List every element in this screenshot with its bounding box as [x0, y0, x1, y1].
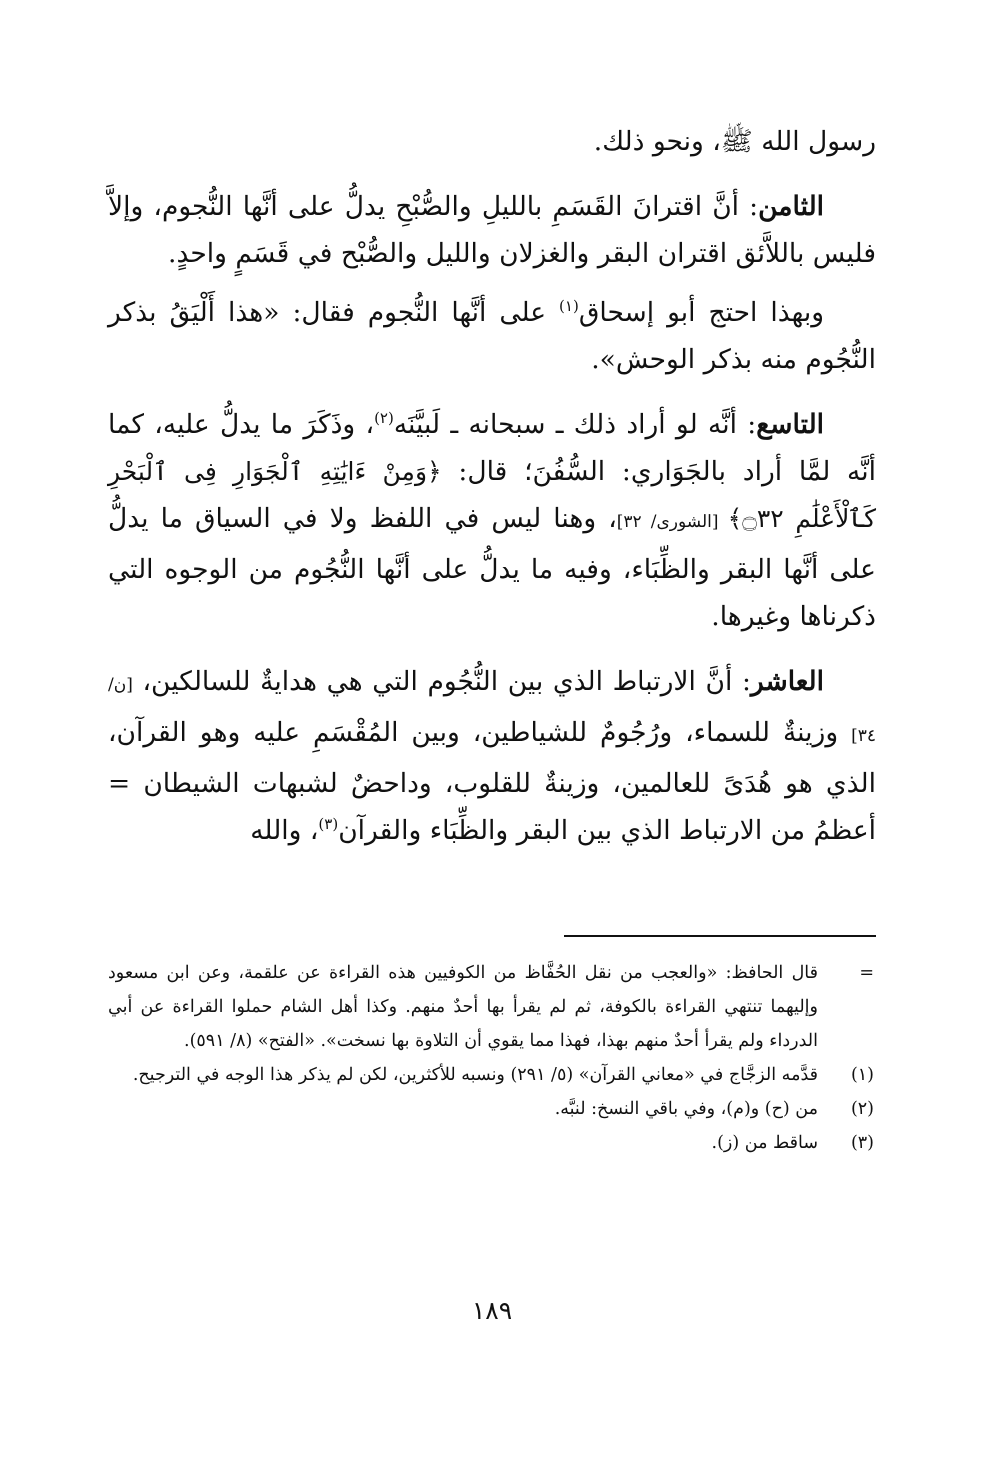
footnote-continued — [108, 956, 876, 1058]
paragraph-text: وبهذا احتج أبو إسحاق — [578, 297, 824, 328]
page-content — [108, 118, 876, 1448]
paragraph-heading: الثامن — [758, 191, 824, 222]
footnote-ref-3[interactable]: (٣) — [318, 815, 339, 834]
footnote-marker: (٢) — [850, 1099, 874, 1119]
footnote-marker: (١) — [850, 1065, 874, 1085]
footnote-2 — [108, 1092, 876, 1126]
footnote-ref-1[interactable]: (١) — [559, 297, 579, 316]
paragraph-text: ، والله — [250, 815, 319, 846]
paragraph-eighth — [108, 183, 876, 277]
footnote-ref-2[interactable]: (٢) — [374, 409, 394, 428]
footnote-marker: = — [859, 963, 874, 983]
paragraph-text: رسول الله ﷺ، ونحو ذلك. — [593, 126, 876, 157]
paragraph-text: ، وهنا ليس في اللفظ ولا في السياق ما يدلُّ على أنَّها البقر والظِّبَاء، وفيه ما يدلُّ على أنَّها النُّجُوم من الوجوه التي ذكرناها وغيرها. — [108, 503, 876, 632]
footnote-1 — [108, 1058, 876, 1092]
paragraph-text: ، وذَكَرَ ما يدلُّ عليه، كما أنَّه لمَّا أراد بالجَوَاري: السُّفُنَ؛ قال: — [108, 409, 876, 487]
paragraph-text: وزينةٌ للسماء، ورُجُومٌ للشياطين، وبين المُقْسَمِ عليه وهو القرآن، الذي هو هُدَىً للعالمين، وزينةٌ للقلوب، وداحضٌ لشبهات الشيطان = أعظمُ من الارتباط الذي بين البقر والظِّبَاء والقرآن — [108, 717, 876, 846]
footnote-3 — [108, 1126, 876, 1160]
footnotes — [108, 956, 876, 1160]
footnote-text: قدَّمه الزجَّاج في «معاني القرآن» (٥/ ٢٩١) ونسبه للأكثرين، لكن لم يذكر هذا الوجه في الترجيح. — [132, 1065, 818, 1085]
paragraph-abu-ishaq — [108, 289, 876, 383]
paragraph-text: على أنَّها النُّجوم فقال: «هذا أَلْيَقُ بذكر النُّجُوم منه بذكر الوحش». — [108, 297, 876, 375]
footnote-text: من (ح) و(م)، وفي باقي النسخ: لنبَّه. — [554, 1099, 818, 1119]
page-number: ١٨٩ — [471, 1296, 513, 1325]
verse-reference: [الشورى/ ٣٢] — [616, 512, 728, 532]
quran-verse: ﴿وَمِنْ ءَايَٰتِهِ ٱلْجَوَارِ فِى ٱلْبَحْرِ كَٱلْأَعْلَٰمِ ۝٣٢﴾ — [108, 457, 876, 533]
manuscript-page-reference: [ن/ ٣٤] — [108, 675, 876, 746]
paragraph-ninth — [108, 401, 876, 640]
paragraph-continuation — [108, 118, 876, 165]
paragraph-text: : أنَّ الارتباط الذي بين النُّجُوم التي هي هدايةٌ للسالكين، — [132, 666, 751, 697]
paragraph-heading: العاشر — [750, 666, 824, 697]
paragraph-text: : أنَّ اقترانَ القَسَمِ بالليلِ والصُّبْحِ يدلُّ على أنَّها النُّجوم، وإلاَّ فليس باللاَّئق اقتران البقر والغزلان والليل والصُّبْح في قَسَمٍ واحدٍ. — [108, 191, 876, 269]
footnote-marker: (٣) — [850, 1133, 874, 1153]
paragraph-tenth — [108, 658, 876, 854]
footnote-separator — [564, 935, 876, 937]
paragraph-heading: التاسع — [756, 409, 825, 440]
footnote-text: قال الحافظ: «والعجب من نقل الحُفَّاظ من الكوفيين هذه القراءة عن علقمة، وعن ابن مسعود وإليهما تنتهي القراءة بالكوفة، ثم لم يقرأ بها أحدٌ منهم. وكذا أهل الشام حملوا القراءة عن أبي الدرداء ولم يقرأ أحدٌ منهم بهذا، فهذا مما يقوي أن التلاوة بها نسخت». «الفتح» (٨/ ٥٩١). — [108, 963, 818, 1051]
paragraph-text: : أنَّه لو أراد ذلك ـ سبحانه ـ لَبيَّنَه — [393, 409, 757, 440]
footnote-text: ساقط من (ز). — [711, 1133, 818, 1153]
